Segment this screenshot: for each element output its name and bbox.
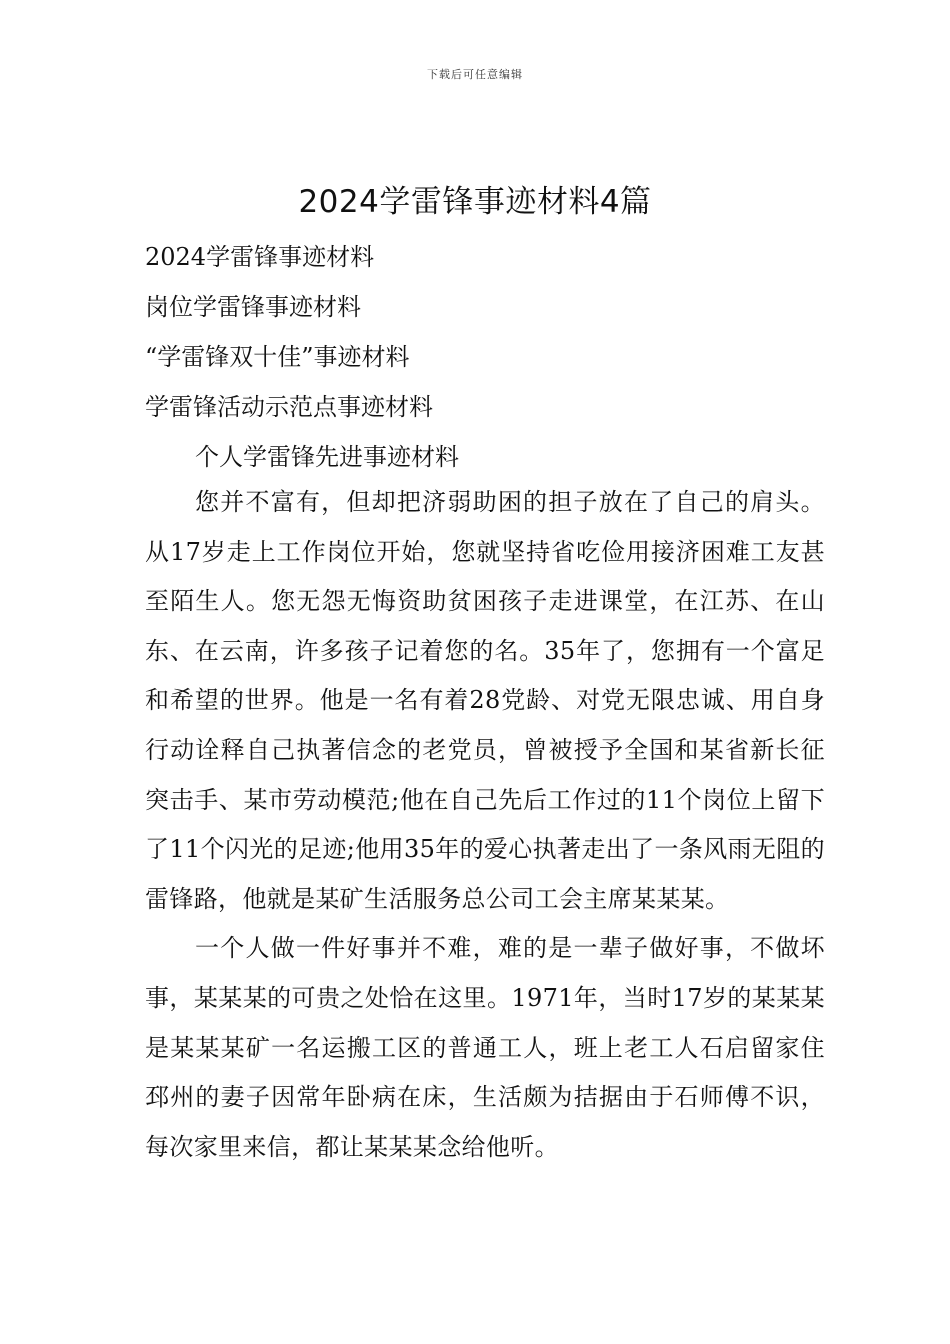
header-note: 下载后可任意编辑 [427, 68, 523, 81]
body-text [145, 478, 825, 1172]
body-paragraph: 您并不富有，但却把济弱助困的担子放在了自己的肩头。从17岁走上工作岗位开始，您就坚持省吃俭用接济困难工友甚至陌生人。您无怨无悔资助贫困孩子走进课堂，在江苏、在山东、在云南，许多孩子记着您的名。35年了，您拥有一个富足和希望的世界。他是一名有着28党龄、对党无限忠诚、用自身行动诠释自己执著信念的老党员，曾被授予全国和某省新长征突击手、某市劳动模范;他在自己先后工作过的11个岗位上留下了11个闪光的足迹;他用35年的爱心执著走出了一条风雨无阻的雷锋路，他就是某矿生活服务总公司工会主席某某某。 [145, 488, 825, 913]
contents-item: 个人学雷锋先进事迹材料 [195, 443, 459, 471]
contents-list [145, 232, 825, 482]
contents-item: 岗位学雷锋事迹材料 [145, 293, 361, 321]
body-paragraph: 一个人做一件好事并不难，难的是一辈子做好事，不做坏事，某某某的可贵之处恰在这里。1971年，当时17岁的某某某是某某某矿一名运搬工区的普通工人，班上老工人石启留家住邳州的妻子因常年卧病在床，生活颇为拮据由于石师傅不识，每次家里来信，都让某某某念给他听。 [145, 934, 825, 1161]
contents-item: 2024学雷锋事迹材料 [145, 243, 375, 271]
contents-item: “学雷锋双十佳”事迹材料 [145, 343, 410, 371]
contents-item: 学雷锋活动示范点事迹材料 [145, 393, 433, 421]
document-title: 2024学雷锋事迹材料4篇 [298, 184, 652, 220]
